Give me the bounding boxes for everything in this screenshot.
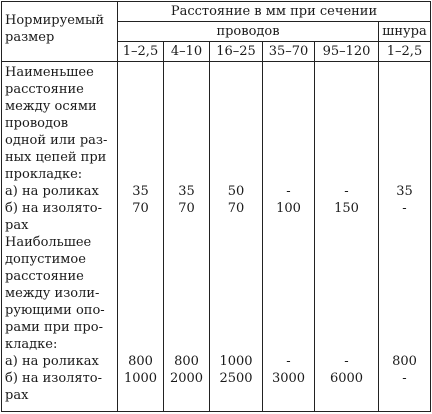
label-line: прокладке: xyxy=(5,167,83,182)
value-cell: 1000 xyxy=(219,354,253,369)
label-line: одной или раз- xyxy=(5,133,108,148)
value-cell: 2500 xyxy=(219,371,253,386)
value-cell: - xyxy=(344,184,349,199)
value-cell: - xyxy=(344,354,349,369)
section-header: 1–2,5 xyxy=(118,42,164,62)
value-column xyxy=(379,62,431,412)
wires-label: проводов xyxy=(118,22,379,42)
section-header: 35–70 xyxy=(263,42,315,62)
label-line: между изоли- xyxy=(5,286,100,301)
value-cell: - xyxy=(286,354,291,369)
cord-label: шнура xyxy=(379,22,431,42)
distance-title: Расстояние в мм при сечении xyxy=(118,2,431,22)
row-label-line: б) на изолято- xyxy=(5,371,103,386)
label-line: Наименьшее xyxy=(5,65,94,80)
label-line: расстояние xyxy=(5,269,84,284)
value-cell: - xyxy=(402,201,407,216)
header-row-1 xyxy=(2,2,431,22)
value-cell: - xyxy=(286,184,291,199)
label-line: Наибольшее xyxy=(5,235,92,250)
value-cell: 70 xyxy=(178,201,195,216)
label-column xyxy=(2,62,118,412)
label-line: рующими опо- xyxy=(5,303,105,318)
value-cell: 800 xyxy=(128,354,153,369)
value-cell: 800 xyxy=(174,354,199,369)
value-column xyxy=(164,62,210,412)
value-column xyxy=(263,62,315,412)
value-cell: 70 xyxy=(227,201,245,216)
section-header: 1–2,5 xyxy=(379,42,431,62)
value-cell: 50 xyxy=(227,184,245,199)
section-header: 95–120 xyxy=(315,42,379,62)
value-cell: - xyxy=(402,371,407,386)
row-label-line: б) на изолято- xyxy=(5,201,103,216)
row-header-line: размер xyxy=(5,30,55,45)
row-header-line: Нормируемый xyxy=(5,13,105,28)
row-label-line: рах xyxy=(5,218,29,233)
value-cell: 6000 xyxy=(329,371,364,386)
value-column xyxy=(118,62,164,412)
value-column xyxy=(210,62,263,412)
label-line: ных цепей при xyxy=(5,150,107,165)
row-label-line: рах xyxy=(5,388,29,403)
value-cell: 150 xyxy=(334,201,359,216)
label-line: рами при про- xyxy=(5,320,103,335)
row-header-cell xyxy=(2,2,118,62)
value-cell: 70 xyxy=(132,201,149,216)
label-line: проводов xyxy=(5,116,69,131)
section-header: 16–25 xyxy=(210,42,263,62)
value-cell: 35 xyxy=(132,184,149,199)
label-line: расстояние xyxy=(5,82,84,97)
value-cell: 3000 xyxy=(271,371,306,386)
label-line: между осями xyxy=(5,99,97,114)
value-cell: 1000 xyxy=(123,371,158,386)
row-label-line: а) на роликах xyxy=(5,184,99,199)
label-line: кладке: xyxy=(5,337,58,352)
row-label-line: а) на роликах xyxy=(5,354,99,369)
table-body-row xyxy=(2,62,431,412)
section-header: 4–10 xyxy=(164,42,210,62)
label-line: допустимое xyxy=(5,252,86,267)
value-cell: 800 xyxy=(392,354,417,369)
value-cell: 100 xyxy=(276,201,301,216)
norms-table xyxy=(1,1,431,412)
value-cell: 35 xyxy=(178,184,195,199)
value-cell: 2000 xyxy=(169,371,204,386)
value-cell: 35 xyxy=(396,184,413,199)
value-column xyxy=(315,62,379,412)
